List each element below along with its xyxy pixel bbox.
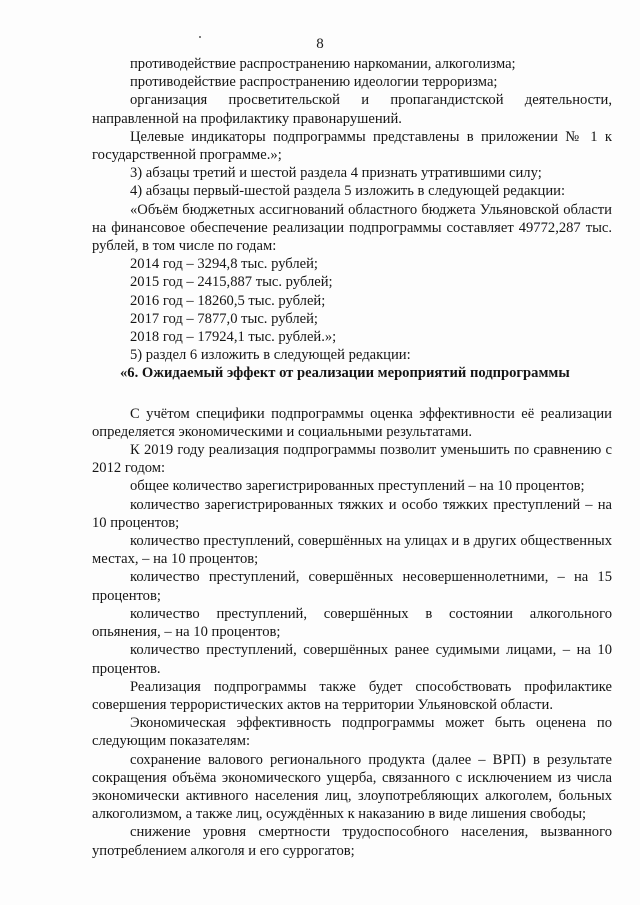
paragraph-outreach: организация просветительской и пропагандистской деятельности, направленной на профилактику правонарушений.: [92, 92, 612, 127]
paragraph-mortality: снижение уровня смертности трудоспособного населения, вызванного употреблением алкоголя и его суррогатов;: [92, 824, 612, 859]
paragraph-total-crimes: общее количество зарегистрированных преступлений – на 10 процентов;: [130, 478, 585, 495]
budget-by-year-list: [92, 255, 612, 364]
page-number: 8: [316, 36, 324, 52]
budget-year-2014: 2014 год – 3294,8 тыс. рублей;: [130, 256, 318, 273]
paragraph-amendment-5: 5) раздел 6 изложить в следующей редакции:: [130, 347, 411, 364]
paragraph-evaluation: С учётом специфики подпрограммы оценка эффективности её реализации определяется экономическими и социальными результатами.: [92, 405, 612, 440]
paragraph-amendment-3: 3) абзацы третий и шестой раздела 4 признать утратившими силу;: [130, 165, 542, 182]
budget-year-2015: 2015 год – 2415,887 тыс. рублей;: [130, 274, 333, 291]
budget-year-2018: 2018 год – 17924,1 тыс. рублей.»;: [130, 329, 337, 346]
paragraph-grp: сохранение валового регионального продукта (далее – ВРП) в результате сокращения объёма экономического ущерба, связанного с исключением из числа экономически активного населения лиц, злоупотребляющих алкоголем, больных алкоголизмом, а также лиц, осуждённых к наказанию в виде лишения свободы;: [92, 751, 612, 823]
paragraph-alcohol-crimes: количество преступлений, совершённых в состоянии алкогольного опьянения, – на 10 процентов;: [92, 605, 612, 641]
paragraph-juvenile-crimes: количество преступлений, совершённых несовершеннолетними, – на 15 процентов;: [92, 569, 612, 604]
paragraph-budget: «Объём бюджетных ассигнований областного бюджета Ульяновской области на финансовое обеспечение реализации подпрограммы составляет 49772,287 тыс. рублей, в том числе по годам:: [92, 201, 612, 255]
paragraph-amendment-4: 4) абзацы первый-шестой раздела 5 изложить в следующей редакции:: [130, 183, 565, 200]
paragraph-by-2019: К 2019 году реализация подпрограммы позволит уменьшить по сравнению с 2012 годом:: [92, 442, 612, 477]
paragraph-street-crimes: количество преступлений, совершённых на улицах и в других общественных местах, – на 10 процентов;: [92, 533, 612, 568]
paragraph-indicators: Целевые индикаторы подпрограммы представлены в приложении № 1 к государственной программе.»;: [92, 128, 612, 164]
paragraph-repeat-offenders: количество преступлений, совершённых ранее судимыми лицами, – на 10 процентов.: [92, 642, 612, 677]
paragraph-economic-efficiency: Экономическая эффективность подпрограммы может быть оценена по следующим показателям:: [92, 715, 612, 750]
paragraph-drug-abuse: противодействие распространению наркомании, алкоголизма;: [130, 56, 516, 72]
paragraph-terror-prevention: Реализация подпрограммы также будет способствовать профилактике совершения террористических актов на территории Ульяновской области.: [92, 678, 612, 713]
budget-year-2017: 2017 год – 7877,0 тыс. рублей;: [130, 310, 318, 327]
paragraph-grave-crimes: количество зарегистрированных тяжких и особо тяжких преступлений – на 10 процентов;: [92, 496, 612, 531]
paragraph-terrorism: противодействие распространению идеологии терроризма;: [130, 74, 498, 91]
budget-year-2016: 2016 год – 18260,5 тыс. рублей;: [130, 292, 326, 309]
section-6-heading: «6. Ожидаемый эффект от реализации мероприятий подпрограммы: [120, 365, 570, 382]
document-body: [92, 55, 612, 860]
